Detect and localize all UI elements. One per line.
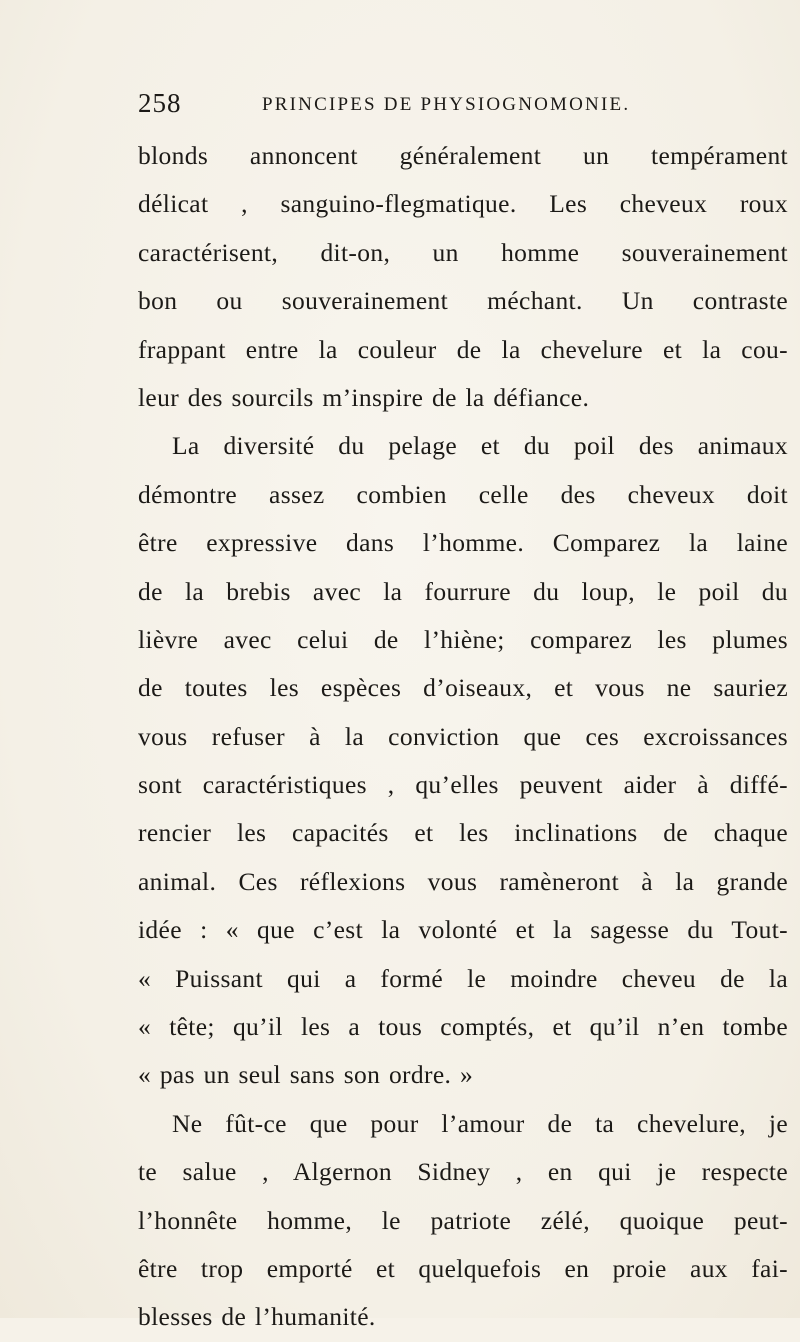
text-line: bon ou souverainement méchant. Un contraste xyxy=(138,286,788,316)
page-number: 258 xyxy=(138,88,182,118)
text-line: l’honnête homme, le patriote zélé, quoique peut- xyxy=(138,1205,788,1235)
text-line: caractérisent, dit-on, un homme souverainement xyxy=(138,237,788,267)
text-line: « Puissant qui a formé le moindre cheveu de la xyxy=(138,963,788,993)
paragraph-first-line: Ne fût-ce que pour l’amour de ta chevelure, je xyxy=(172,1108,788,1138)
text-line: « pas un seul sans son ordre. » xyxy=(138,1060,474,1090)
running-head xyxy=(138,86,778,120)
text-line: te salue , Algernon Sidney , en qui je respecte xyxy=(138,1157,788,1187)
text-line: animal. Ces réflexions vous ramèneront à la grande xyxy=(138,866,788,896)
text-line: de toutes les espèces d’oiseaux, et vous ne sauriez xyxy=(138,673,788,703)
text-line: démontre assez combien celle des cheveux doit xyxy=(138,479,788,509)
text-line: vous refuser à la conviction que ces excroissances xyxy=(138,721,788,751)
text-line: de la brebis avec la fourrure du loup, le poil du xyxy=(138,576,788,606)
text-line: blonds annoncent généralement un tempérament xyxy=(138,141,788,170)
text-line: idée : « que c’est la volonté et la sagesse du Tout- xyxy=(138,915,788,945)
text-line: lièvre avec celui de l’hiène; comparez les plumes xyxy=(138,624,788,654)
text-line: délicat , sanguino-flegmatique. Les cheveux roux xyxy=(138,189,788,219)
text-line: être expressive dans l’homme. Comparez la laine xyxy=(138,528,788,558)
text-line: « tête; qu’il les a tous comptés, et qu’il n’en tombe xyxy=(138,1012,788,1042)
text-line: être trop emporté et quelquefois en proie aux fai- xyxy=(138,1253,788,1283)
running-title: PRINCIPES DE PHYSIOGNOMONIE. xyxy=(262,94,631,115)
text-line: rencier les capacités et les inclinations de chaque xyxy=(138,818,788,848)
body-text xyxy=(138,132,788,1342)
paragraph-first-line: La diversité du pelage et du poil des animaux xyxy=(172,431,788,461)
text-line: sont caractéristiques , qu’elles peuvent aider à diffé- xyxy=(138,770,788,800)
text-line: blesses de l’humanité. xyxy=(138,1302,376,1332)
text-line: frappant entre la couleur de la chevelure et la cou- xyxy=(138,334,788,364)
text-line: leur des sourcils m’inspire de la défiance. xyxy=(138,382,590,412)
